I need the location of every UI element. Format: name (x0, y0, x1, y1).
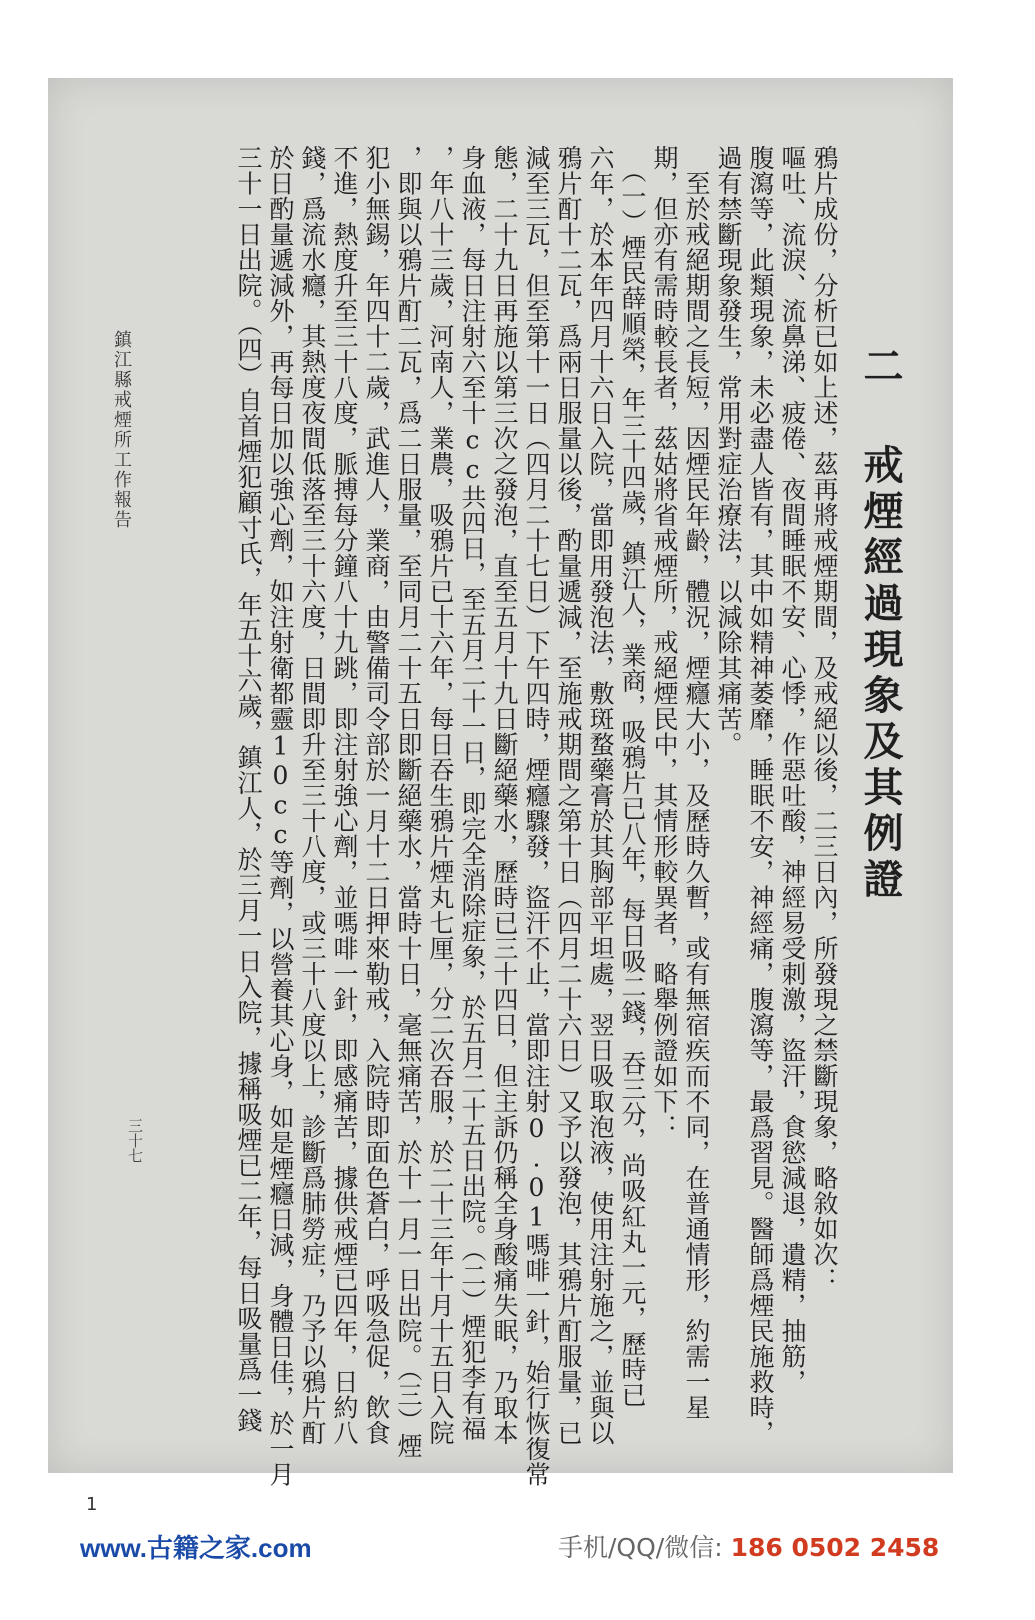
watermark-contact-number: 186 0502 2458 (730, 1533, 940, 1562)
text-column: 鴉片成份，分析已如上述，茲再將戒煙期間，及戒絕以後，二三日內，所發現之禁斷現象，略敘如次： (810, 145, 839, 1293)
text-column: ，即與以鴉片酊二瓦，爲二日服量，至同月二十五日即斷絕藥水，當時十日，毫無痛苦，於十一月一日出院。（三）煙 (394, 145, 423, 1459)
text-column: 態，二十九日再施以第三次之發泡，直至五月十九日斷絕藥水，歷時已三十四日，但主訴仍稱全身酸痛失眠，乃取本 (490, 145, 519, 1446)
section-title: 二 戒煙經過現象及其例證 (857, 345, 904, 904)
text-column: 腹瀉等，此類現象，未必盡人皆有，其中如精神萎靡，睡眠不安，神經痛，腹瀉等，最爲習見。醫師爲煙民施救時， (746, 145, 775, 1446)
watermark-contact (558, 1528, 939, 1564)
text-column: 犯小無錫，年四十二歲，武進人，業商，由警備司令部於一月十二日押來勒戒，入院時即面色蒼白，呼吸急促，飲食 (362, 145, 391, 1446)
text-column: （一）煙民薛順榮，年三十四歲，鎮江人，業商，吸鴉片已八年，每日吸二錢，吞三分，尚吸紅丸一元，歷時已 (618, 145, 647, 1408)
text-column: 三十一日出院。（四）自首煙犯顧寸氏，年五十六歲，鎮江人，於三月一日入院，據稱吸煙已二年，每日吸量爲一錢 (234, 145, 263, 1433)
text-column: 不進，熱度升至三十八度，脈搏每分鐘八十九跳，即注射強心劑，並嗎啡一針，即感痛苦，據供戒煙已四年，日約八 (330, 145, 359, 1446)
page-mark: 1 (86, 1494, 98, 1515)
watermark-contact-label: 手机/QQ/微信: (558, 1533, 723, 1562)
text-column: 至於戒絕期間之長短，因煙民年齡，體況，煙癮大小，及歷時久暫，或有無宿疾而不同，在普通情形，約需一星 (682, 145, 711, 1420)
text-column: 過有禁斷現象發生，常用對症治療法，以減除其痛苦。 (714, 145, 743, 757)
text-column: 錢，爲流水癮，其熱度夜間低落至三十六度，日間即升至三十八度，或三十八度以上，診斷爲肺勞症，乃予以鴉片酊 (298, 145, 327, 1446)
watermark-site: www.古籍之家.com (80, 1533, 312, 1563)
text-column: ，年八十三歲，河南人，業農，吸鴉片已十六年，每日吞生鴉片煙丸七厘，分二次吞服，於二十三年十月十五日入院 (426, 145, 455, 1446)
running-footer: 鎮江縣戒煙所工作報告 (111, 330, 132, 530)
text-column: 減至三瓦，但至第十一日（四月二十七日）下午四時，煙癮驟發，盜汗不止，當即注射0.01嗎啡一針，始行恢復常 (522, 145, 551, 1487)
text-column: 嘔吐、流淚、流鼻涕、疲倦、夜間睡眠不安、心悸，作惡吐酸，神經易受刺激，盜汗，食慾減退，遺精，抽筋， (778, 145, 807, 1395)
text-column: 期，但亦有需時較長者，茲姑將省戒煙所，戒絕煙民中，其情形較異者，略舉例證如下： (650, 145, 679, 1140)
text-column: 於日酌量遞減外，再每日加以強心劑，如注射衛都靈10cc等劑，以營養其心身，如是煙癮日減，身體日佳，於一月 (266, 145, 295, 1487)
text-column: 鴉片酊十二瓦，爲兩日服量以後，酌量遞減，至施戒期間之第十日（四月二十六日）又予以發泡，其鴉片酊服量，已 (554, 145, 583, 1446)
page-number: 三十七 (126, 1118, 144, 1163)
text-column: 身血液，每日注射六至十cc共四日，至五月二十一日，即完全消除症象，於五月二十五日出院。（二）煙犯李有福 (458, 145, 487, 1441)
text-column: 六年，於本年四月十六日入院，當即用發泡法，敷斑蝥藥膏於其胸部平坦處，翌日吸取泡液，使用注射施之，並與以 (586, 145, 615, 1446)
